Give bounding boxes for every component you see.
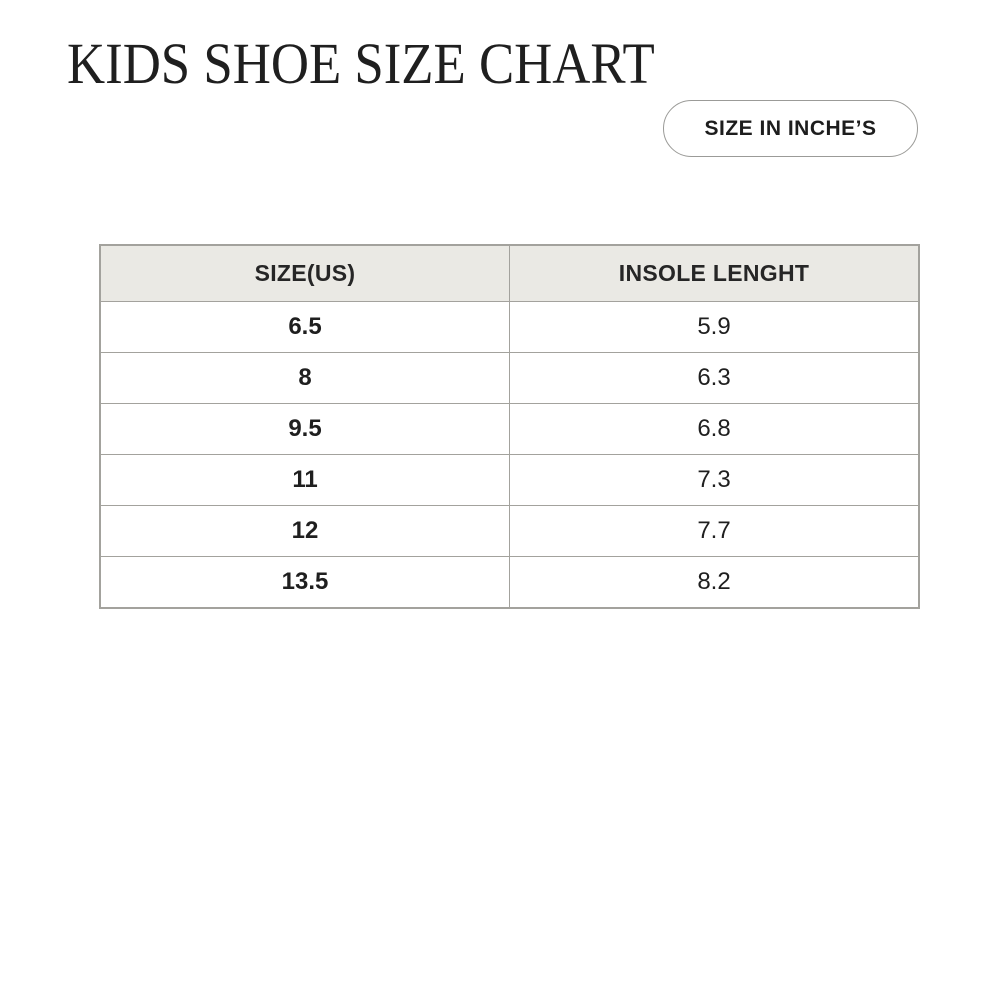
size-value: 12 xyxy=(100,506,510,557)
insole-length-value: 6.8 xyxy=(510,404,920,455)
table-row xyxy=(100,557,919,609)
size-in-inches-badge[interactable] xyxy=(663,100,918,157)
insole-length-value: 8.2 xyxy=(510,557,920,609)
table-row xyxy=(100,353,919,404)
size-value: 6.5 xyxy=(100,302,510,353)
insole-length-value: 5.9 xyxy=(510,302,920,353)
size-value: 11 xyxy=(100,455,510,506)
insole-length-value: 7.3 xyxy=(510,455,920,506)
size-value: 9.5 xyxy=(100,404,510,455)
table-header-row xyxy=(100,245,919,302)
column-header-insole-length: INSOLE LENGHT xyxy=(510,245,920,302)
table-row xyxy=(100,506,919,557)
page-title: KIDS SHOE SIZE CHART xyxy=(67,31,655,96)
size-value: 8 xyxy=(100,353,510,404)
insole-length-value: 7.7 xyxy=(510,506,920,557)
table-row xyxy=(100,302,919,353)
size-in-inches-badge-label: SIZE IN INCHE’S xyxy=(704,116,877,140)
insole-length-value: 6.3 xyxy=(510,353,920,404)
table-row xyxy=(100,404,919,455)
table-row xyxy=(100,455,919,506)
size-value: 13.5 xyxy=(100,557,510,609)
column-header-size-us: SIZE(US) xyxy=(100,245,510,302)
size-chart-table xyxy=(99,244,920,609)
